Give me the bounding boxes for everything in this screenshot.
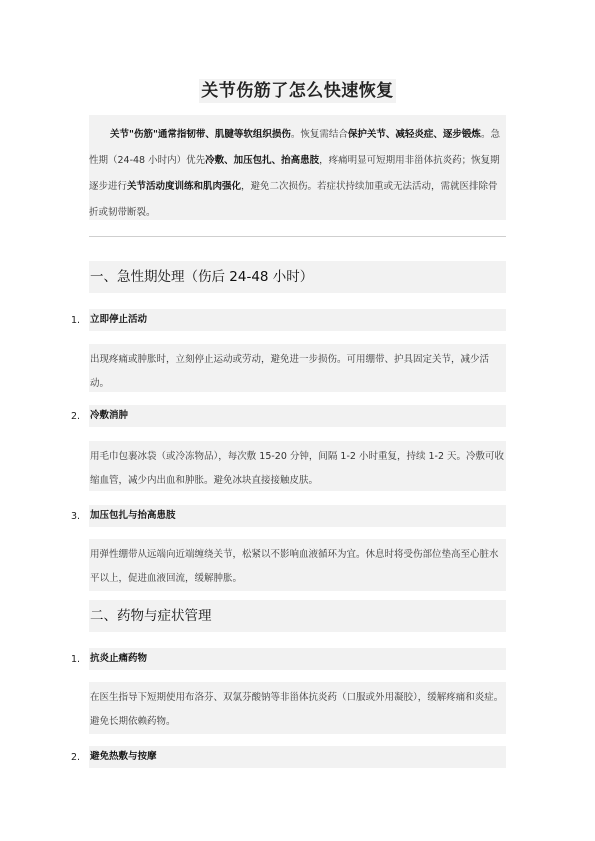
intro-text-6: ，疼痛明显可短期用非甾体抗炎药；恢复期逐步进行 (89, 155, 500, 192)
intro-paragraph (89, 115, 506, 220)
section-heading-medication: 二、药物与症状管理 (89, 600, 506, 632)
item-paragraph-compression: 用弹性绷带从远端向近端缠绕关节，松紧以不影响血液循环为宜。休息时将受伤部位垫高至心脏水平以上，促进血液回流，缓解肿胀。 (89, 539, 506, 591)
item-paragraph-anti-inflammatory: 在医生指导下短期使用布洛芬、双氯芬酸钠等非甾体抗炎药（口服或外用凝胶），缓解疼痛和炎症。避免长期依赖药物。 (89, 682, 506, 734)
item-paragraph-stop-activity: 出现疼痛或肿胀时，立刻停止运动或劳动，避免进一步损伤。可用绷带、护具固定关节，减少活动。 (89, 344, 506, 392)
intro-bold-7: 关节活动度训练和肌肉强化 (127, 181, 242, 192)
intro-text-2: 。恢复需结合 (290, 129, 348, 140)
intro-text-4: 。急性期（24-48 小时内）优先 (89, 129, 500, 166)
list-number: 1. (71, 315, 81, 326)
intro-bold-3: 保护关节、减轻炎症、逐步锻炼 (347, 129, 481, 140)
divider (89, 236, 506, 237)
page-title-text: 关节伤筋了怎么快速恢复 (201, 81, 394, 101)
section-heading-acute: 一、急性期处理（伤后 24-48 小时） (89, 261, 506, 293)
item-heading-cold-compress: 冷敷消肿 (89, 405, 506, 427)
list-number: 1. (71, 654, 81, 665)
item-heading-avoid-heat: 避免热敷与按摩 (89, 746, 506, 768)
list-number: 2. (71, 411, 81, 422)
intro-bold-1: 关节"伤筋"通常指韧带、肌腱等软组织损伤 (110, 129, 291, 140)
page-title (0, 76, 595, 101)
list-number: 3. (71, 511, 81, 522)
intro-bold-5: 冷敷、加压包扎、抬高患肢 (205, 155, 320, 166)
list-number: 2. (71, 752, 81, 763)
item-heading-compression: 加压包扎与抬高患肢 (89, 505, 506, 527)
item-heading-anti-inflammatory: 抗炎止痛药物 (89, 648, 506, 670)
item-heading-stop-activity: 立即停止活动 (89, 309, 506, 331)
intro-text-8: ，避免二次损伤。若症状持续加重或无法活动，需就医排除骨折或韧带断裂。 (89, 181, 498, 218)
item-paragraph-cold-compress: 用毛巾包裹冰袋（或冷冻物品），每次敷 15-20 分钟，间隔 1-2 小时重复，持续 1-2 天。冷敷可收缩血管，减少内出血和肿胀。避免冰块直接接触皮肤。 (89, 441, 506, 491)
